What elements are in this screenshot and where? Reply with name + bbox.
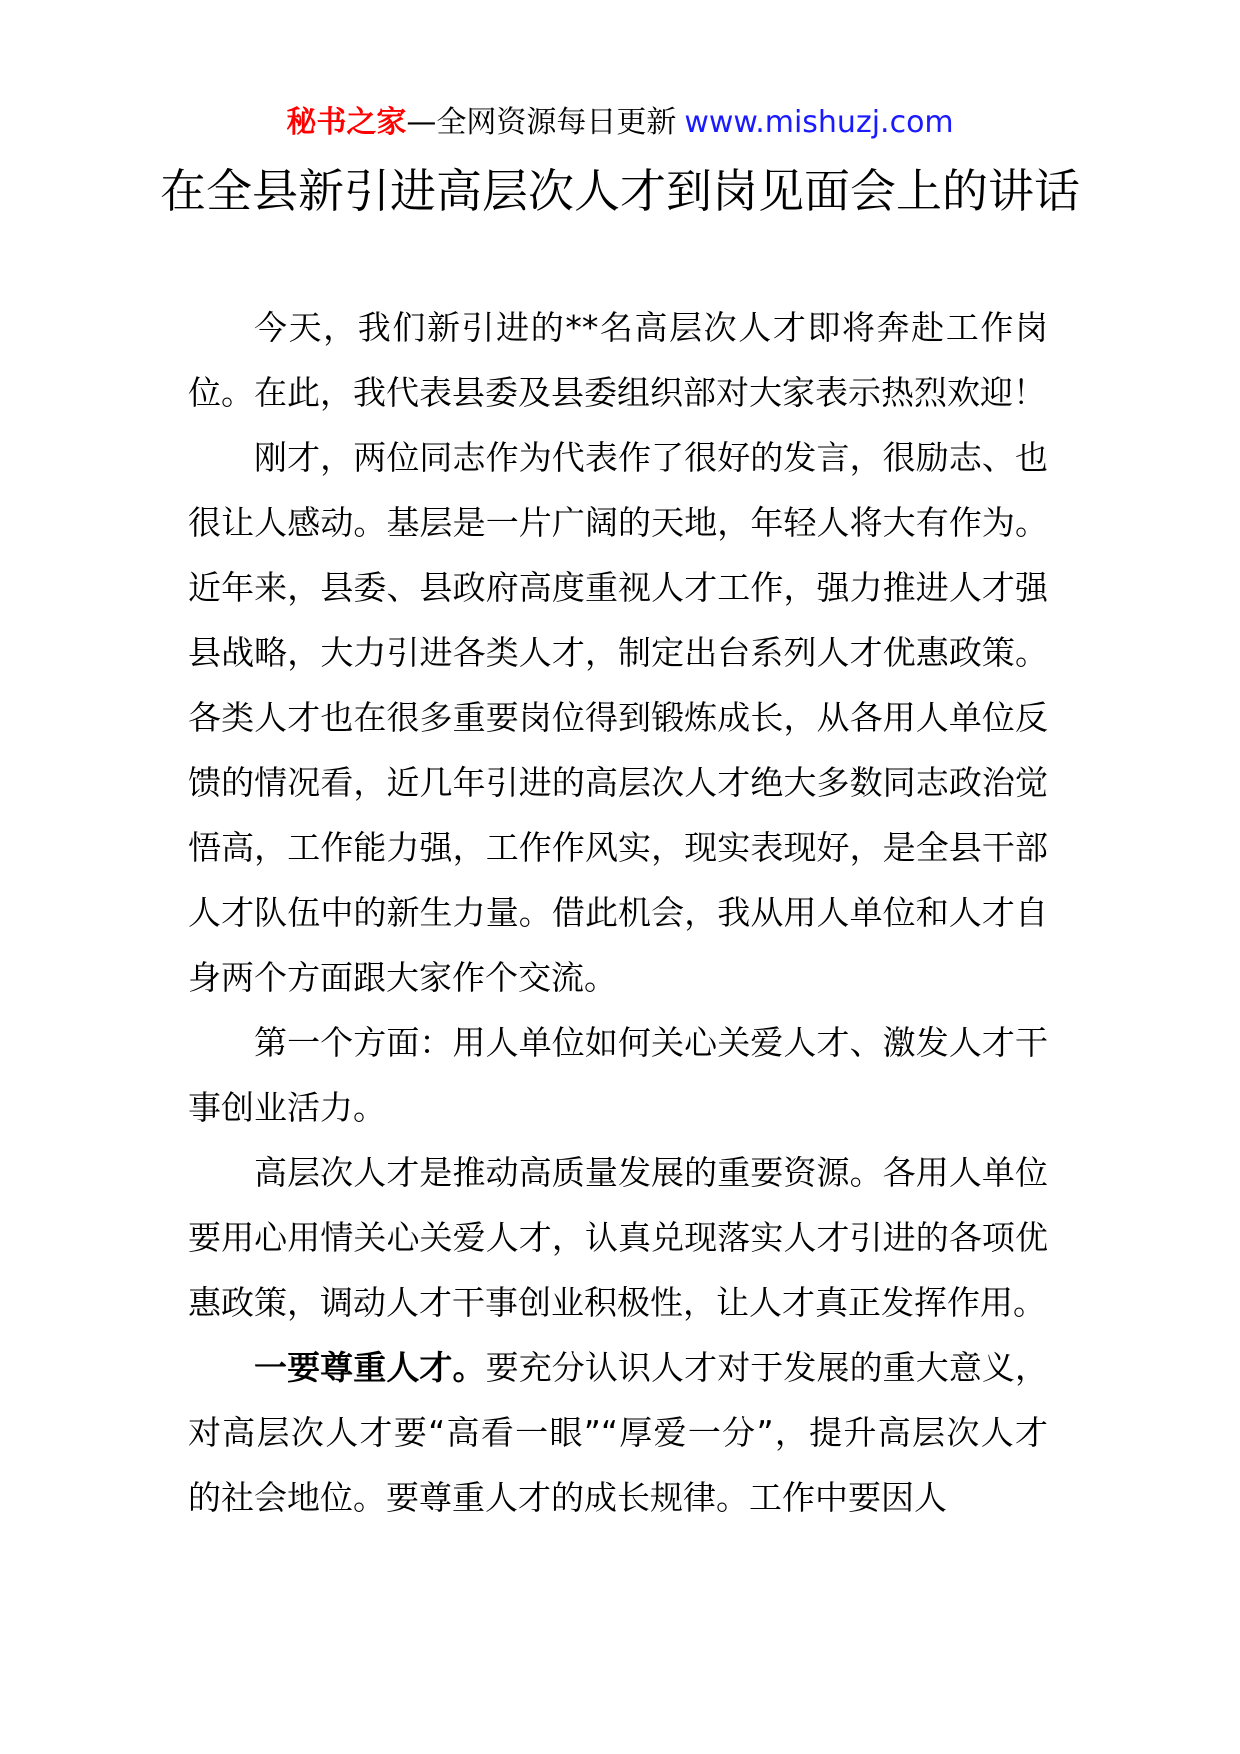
paragraph-respect-talent-text: 要充分认识人才对于发展的重大意义，对高层次人才要“高看一眼”“厚爱一分”，提升高层次人才的社会地位。要尊重人才的成长规律。工作中要因人 [188, 1348, 1049, 1517]
brand-name: 秘书之家 [286, 105, 407, 140]
site-url-link[interactable]: www.mishuzj.com [684, 105, 954, 140]
document-body [188, 295, 1048, 1530]
paragraph-section-one-heading: 第一个方面：用人单位如何关心关爱人才、激发人才干事创业活力。 [188, 1023, 1048, 1127]
header-slogan: —全网资源每日更新 [406, 105, 677, 140]
document-title: 在全县新引进高层次人才到岗见面会上的讲话 [160, 164, 1080, 218]
paragraph-respect-talent [188, 1335, 1048, 1530]
paragraph-overview: 刚才，两位同志作为代表作了很好的发言，很励志、也很让人感动。基层是一片广阔的天地，年轻人将大有作为。近年来，县委、县政府高度重视人才工作，强力推进人才强县战略，大力引进各类人才，制定出台系列人才优惠政策。各类人才也在很多重要岗位得到锻炼成长，从各用人单位反馈的情况看，近几年引进的高层次人才绝大多数同志政治觉悟高，工作能力强，工作作风实，现实表现好，是全县干部人才队伍中的新生力量。借此机会，我从用人单位和人才自身两个方面跟大家作个交流。 [188, 438, 1048, 997]
paragraph-welcome: 今天，我们新引进的**名高层次人才即将奔赴工作岗位。在此，我代表县委及县委组织部对大家表示热烈欢迎！ [188, 308, 1048, 412]
site-header [0, 100, 1240, 146]
paragraph-bold-lead: 一要尊重人才。 [254, 1348, 486, 1387]
paragraph-section-one-intro: 高层次人才是推动高质量发展的重要资源。各用人单位要用心用情关心关爱人才，认真兑现落实人才引进的各项优惠政策，调动人才干事创业积极性，让人才真正发挥作用。 [188, 1153, 1048, 1322]
